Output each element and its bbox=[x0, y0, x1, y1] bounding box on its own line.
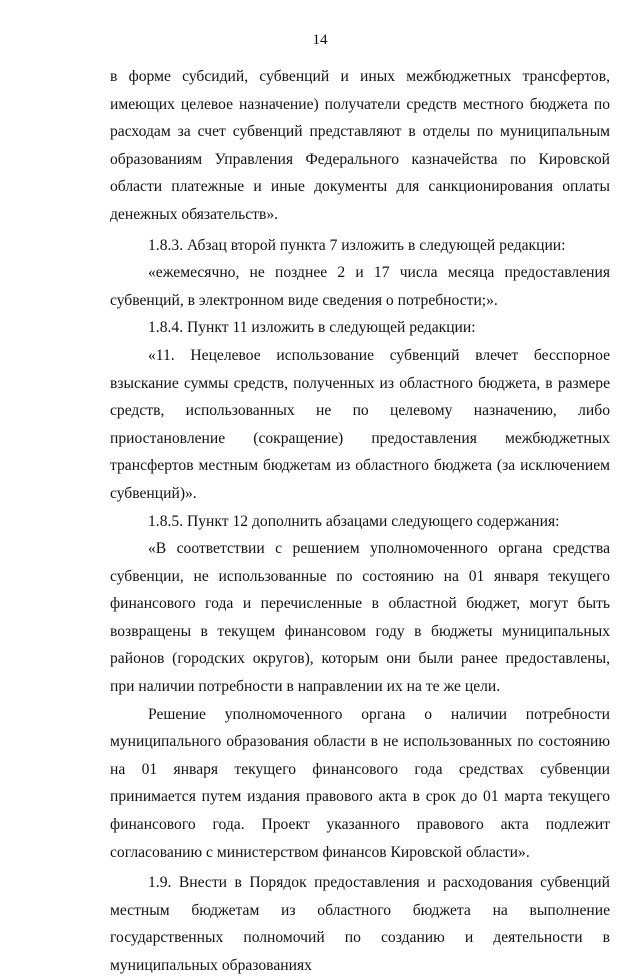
paragraph-continuation: в форме субсидий, субвенций и иных межбюджетных трансфертов, имеющих целевое назначение) получатели средств местного бюджета по расходам за счет субвенций представляют в отделы по муниципальным образованиям Управления Федерального казначейства по Кировской области платежные и иные документы для санкционирования оплаты денежных обязательств». bbox=[110, 68, 610, 223]
document-body bbox=[110, 63, 610, 980]
page-number: 14 bbox=[312, 32, 328, 48]
paragraph-quote-return: «В соответствии с решением уполномоченного органа средства субвенции, не использованные по состоянию на 01 января текущего финансового года и перечисленные в областной бюджет, могут быть возвращены в текущем финансовом году в бюджеты муниципальных районов (городских округов), которым они были ранее предоставлены, при наличии потребности в направлении их на те же цели. bbox=[110, 540, 610, 696]
paragraph-item-1-9: 1.9. Внести в Порядок предоставления и расходования субвенций местным бюджетам из областного бюджета на выполнение государственных полномочий по созданию и деятельности в муниципальных образованиях bbox=[110, 874, 610, 974]
paragraph-item-1-8-4: 1.8.4. Пункт 11 изложить в следующей редакции: bbox=[148, 319, 476, 337]
paragraph-quote-monthly: «ежемесячно, не позднее 2 и 17 числа месяца предоставления субвенций, в электронном виде сведения о потребности;». bbox=[110, 264, 610, 309]
paragraph-item-1-8-5: 1.8.5. Пункт 12 дополнить абзацами следующего содержания: bbox=[148, 512, 560, 530]
paragraph-quote-item-11: «11. Нецелевое использование субвенций влечет бесспорное взыскание суммы средств, полученных из областного бюджета, в размере средств, использованных не по целевому назначению, либо приостановление (сокращение) предоставления межбюджетных трансфертов местным бюджетам из областного бюджета (за исключением субвенций)». bbox=[110, 346, 610, 502]
paragraph-item-1-8-3: 1.8.3. Абзац второй пункта 7 изложить в следующей редакции: bbox=[148, 236, 566, 254]
paragraph-decision: Решение уполномоченного органа о наличии потребности муниципального образования области в не использованных по состоянию на 01 января текущего финансового года средствах субвенции принимается путем издания правового акта в срок до 01 марта текущего финансового года. Проект указанного правового акта подлежит согласованию с министерством финансов Кировской области». bbox=[110, 705, 610, 861]
